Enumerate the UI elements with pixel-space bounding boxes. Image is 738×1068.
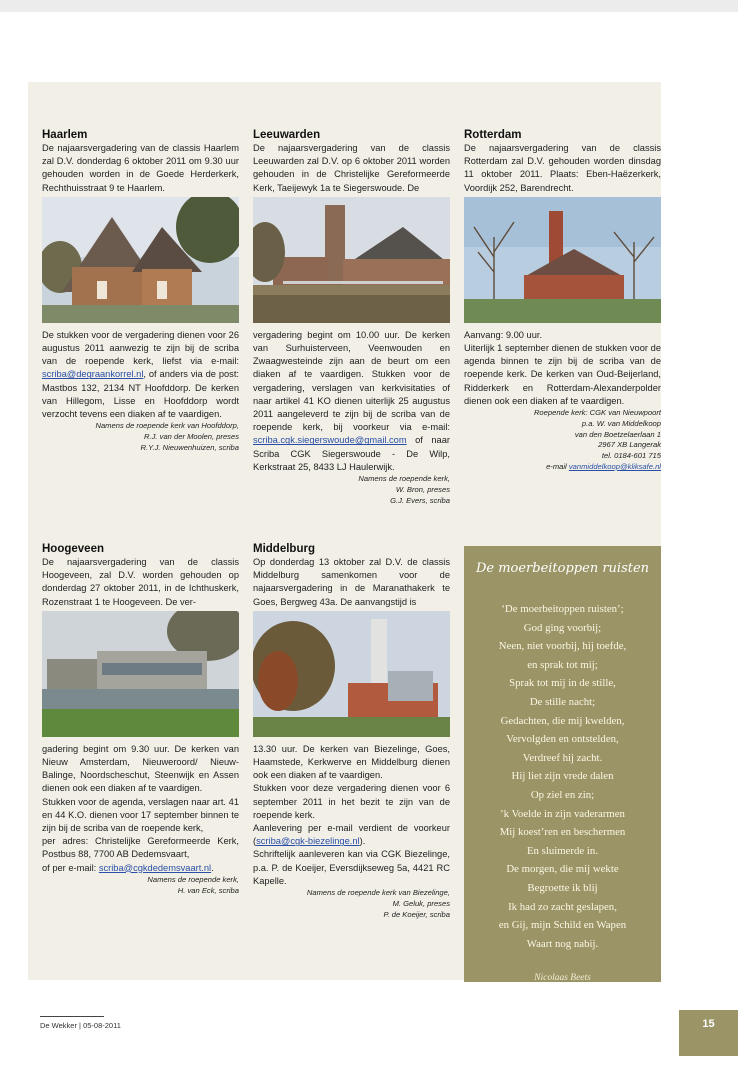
email-link[interactable]: scriba@degraankorrel.nl <box>42 369 144 380</box>
article-intro: De najaarsvergadering van de classis Rotterdam zal D.V. gehouden worden dinsdag 11 oktober 2011. Plaats: Eben-Haëzerkerk, Voordijk 252, Barendrecht. <box>464 143 661 193</box>
article-intro: De najaarsvergadering van de classis Haarlem zal D.V. donderdag 6 oktober 2011 om 9.30 uur gehouden worden in de Goede Herderkerk, Rechthuisstraat 9 te Haarlem. <box>42 143 239 193</box>
email-link[interactable]: scriba.cgk.siegerswoude@gmail.com <box>253 435 407 446</box>
poem-title: De moerbeitoppen ruisten <box>475 561 650 576</box>
article-body: De stukken voor de vergadering dienen voor 26 augustus 2011 aanwezig te zijn bij de scriba van de roepende kerk, liefst via e-mail: scriba@degraankorrel.nl, of anders via de post: Mastbos 132, 2134 NT Hoofddorp. De kerken van Hillegom, Lisse en Hoofddorp wordt verzocht tevens een diaken af te vaardigen. <box>42 329 239 420</box>
article-title: Rotterdam <box>464 129 522 141</box>
poem-author: Nicolaas Beets <box>534 973 591 984</box>
article-title: Leeuwarden <box>253 129 321 141</box>
signature: Namens de roepende kerk van Biezelinge, M. Geluk, preses P. de Koeijer, scriba <box>306 888 450 919</box>
article-intro: De najaarsvergadering van de classis Hoogeveen, zal D.V. worden gehouden op donderdag 27 oktober 2011, in de Ichthuskerk, Rozenstraat 1 te Hoogeveen. De ver- <box>42 557 239 607</box>
article-intro: De najaarsvergadering van de classis Leeuwarden zal D.V. op 6 oktober 2011 worden gehouden in de Christelijke Gereformeerde Kerk, Taeijewyk 1a te Siegerswoude. De <box>253 143 450 193</box>
article-title: Haarlem <box>42 129 88 141</box>
signature: Roepende kerk: CGK van Nieuwpoort p.a. W. van Middelkoop van den Boetzelaerlaan 1 2967 XB Langerak tel. 0184-601 715 e-mail vanmiddelkoop@kliksafe.nl <box>533 408 661 472</box>
email-link[interactable]: vanmiddelkoop@kliksafe.nl <box>568 462 661 472</box>
article-body: 13.30 uur. De kerken van Biezelinge, Goes, Haamstede, Kerkwerve en Middelburg dienen ook een diaken af te vaardigen. Stukken voor deze vergadering dienen voor 6 september 2011 in het bezit te zijn van de roepende kerk. Aanlevering per e-mail verdient de voorkeur (scriba@cgk-biezelinge.nl). Schriftelijk aanleveren kan via CGK Biezelinge, p.a. P. de Koeijer, Eversdijkseweg 5a, 4421 RC Kapelle. <box>253 743 450 886</box>
signature: Namens de roepende kerk, H. van Eck, scriba <box>147 874 239 895</box>
top-band <box>0 0 738 12</box>
footer-source: De Wekker | 05-08-2011 <box>40 1021 121 1030</box>
article-intro: Op donderdag 13 oktober zal D.V. de classis Middelburg samenkomen voor de najaarsvergadering in de Maranathakerk te Goes, Bergweg 43a. De aanvangstijd is <box>253 557 450 607</box>
page-number: 15 <box>679 1010 738 1056</box>
church-photo-rotterdam <box>464 197 661 323</box>
article-title: Middelburg <box>253 543 315 555</box>
article-body: vergadering begint om 10.00 uur. De kerken van Surhuisterveen, Veenwouden en Zwaagwesteinde zijn aan de beurt om een diaken af te vaardigen. Stukken voor de vergadering, verslagen van kerkvisitaties of naar artikel 41 KO dienen uiterlijk 25 augustus 2011 aangeleverd te zijn bij de scriba van de roepende kerk, bij voorkeur via e-mail: scriba.cgk.siegerswoude@gmail.com of naar Scriba CGK Siegerswoude - De Wilp, Kerkstraat 25, 8433 LJ Haulerwijk. <box>253 329 450 472</box>
signature: Namens de roepende kerk, W. Bron, preses G.J. Evers, scriba <box>358 474 450 505</box>
poem-box <box>464 546 661 982</box>
signature: Namens de roepende kerk van Hoofddorp, R.J. van der Moolen, preses R.Y.J. Nieuwenhuizen, scriba <box>95 421 239 452</box>
article-title: Hoogeveen <box>42 543 104 555</box>
article-body: Aanvang: 9.00 uur. Uiterlijk 1 september dienen de stukken voor de agenda binnen te zijn bij de scriba van de roepende kerk. De kerken van Oud-Beijerland, Ridderkerk en Rotterdam-Alexanderpolder dienen ook een diaken af te vaardigen. <box>464 329 661 406</box>
footer-divider <box>40 1016 104 1017</box>
church-photo-middelburg <box>253 611 450 737</box>
article-haarlem <box>42 128 239 454</box>
poem-lines: ‘De moerbeitoppen ruisten’; God ging voorbij; Neen, niet voorbij, hij toefde, en sprak tot mij; Sprak tot mij in de stille, De stille nacht; Gedachten, die mij kwelden, Vervolgden en ontstelden, Verdreef hij zacht. Hij liet zijn vrede dalen Op ziel en zin; ’k Voelde in zijn vaderarmen Mij koest’ren en beschermen En sluimerde in. De morgen, die mij wekte Begroette ik blij Ik had zo zacht geslapen, en Gij, mijn Schild en Wapen Waart nog nabij. <box>498 603 627 950</box>
article-hoogeveen <box>42 542 239 896</box>
church-photo-leeuwarden <box>253 197 450 323</box>
email-link[interactable]: scriba@cgkdedemsvaart.nl <box>98 862 212 873</box>
church-photo-hoogeveen <box>42 611 239 737</box>
church-photo-haarlem <box>42 197 239 323</box>
email-link[interactable]: scriba@cgk-biezelinge.nl <box>256 836 360 847</box>
article-rotterdam <box>464 128 661 473</box>
article-middelburg <box>253 542 450 920</box>
article-leeuwarden <box>253 128 450 506</box>
article-body: gadering begint om 9.30 uur. De kerken van Nieuw Amsterdam, Nieuweroord/ Nieuw-Balinge, Noordscheschut, Steenwijk en Assen dienen ook een diaken af te vaardigen. Stukken voor de agenda, verslagen naar art. 41 en 44 K.O. dienen voor 17 september binnen te zijn bij de scriba van de roepende kerk, per adres: Christelijke Gereformeerde Kerk, Postbus 88, 7700 AB Dedemsvaart, of per e-mail: scriba@cgkdedemsvaart.nl. <box>42 743 239 873</box>
